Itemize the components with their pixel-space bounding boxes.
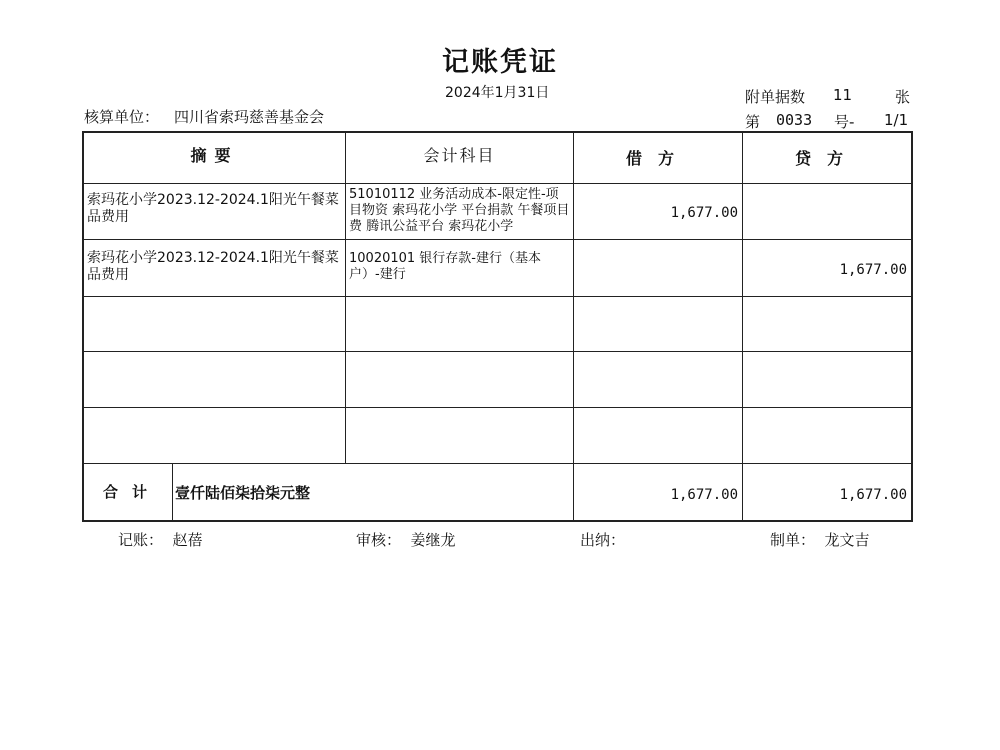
cashier: 出纳： bbox=[580, 531, 626, 549]
table-border-right bbox=[911, 131, 913, 522]
row-1-account: 51010112 业务活动成本-限定性-项目物资 索玛花小学 平台捐款 午餐项目费 腾讯公益平台 索玛花小学 bbox=[349, 187, 570, 234]
voucher-number-prefix: 第 bbox=[745, 113, 761, 131]
total-credit: 1,677.00 bbox=[839, 487, 907, 503]
page-count: 1/1 bbox=[884, 111, 909, 129]
preparer: 制单： 龙文吉 bbox=[770, 531, 870, 549]
voucher-title: 记账凭证 bbox=[442, 47, 558, 78]
bookkeeper: 记账： 赵蓓 bbox=[118, 531, 203, 549]
header-credit: 贷方 bbox=[794, 150, 859, 167]
table-col-divider bbox=[742, 131, 743, 521]
table-border-left bbox=[82, 131, 84, 522]
header-account: 会计科目 bbox=[423, 147, 496, 164]
table-rule bbox=[82, 296, 913, 297]
attachments-label: 附单据数 bbox=[745, 88, 806, 106]
total-debit: 1,677.00 bbox=[670, 487, 738, 503]
accounting-unit-value: 四川省索玛慈善基金会 bbox=[174, 108, 325, 126]
row-2-summary: 索玛花小学2023.12-2024.1阳光午餐菜品费用 bbox=[87, 250, 339, 283]
voucher-date: 2024年1月31日 bbox=[445, 85, 550, 101]
attachments-count: 11 bbox=[833, 86, 853, 104]
table-rule bbox=[82, 239, 913, 240]
row-2-credit: 1,677.00 bbox=[839, 262, 907, 278]
voucher-number: 0033 bbox=[776, 111, 813, 129]
header-debit: 借方 bbox=[625, 150, 690, 167]
table-rule bbox=[82, 463, 913, 464]
reviewer: 审核： 姜继龙 bbox=[356, 531, 456, 549]
table-col-divider bbox=[172, 463, 173, 521]
accounting-unit-label: 核算单位： bbox=[84, 108, 160, 126]
table-col-divider bbox=[345, 131, 346, 464]
voucher-number-suffix: 号- bbox=[834, 113, 855, 131]
attachments-unit: 张 bbox=[895, 88, 911, 106]
table-rule bbox=[82, 407, 913, 408]
table-rule bbox=[82, 183, 913, 184]
row-1-debit: 1,677.00 bbox=[670, 205, 738, 221]
total-label: 合计 bbox=[103, 484, 162, 501]
row-2-account: 10020101 银行存款-建行（基本户）-建行 bbox=[349, 251, 541, 282]
table-rule bbox=[82, 351, 913, 352]
table-border-bottom bbox=[82, 520, 913, 522]
header-summary: 摘要 bbox=[190, 147, 239, 164]
table-border-top bbox=[82, 131, 913, 133]
row-1-summary: 索玛花小学2023.12-2024.1阳光午餐菜品费用 bbox=[87, 192, 339, 225]
table-col-divider bbox=[573, 131, 574, 521]
total-amount-words: 壹仟陆佰柒拾柒元整 bbox=[175, 485, 311, 502]
